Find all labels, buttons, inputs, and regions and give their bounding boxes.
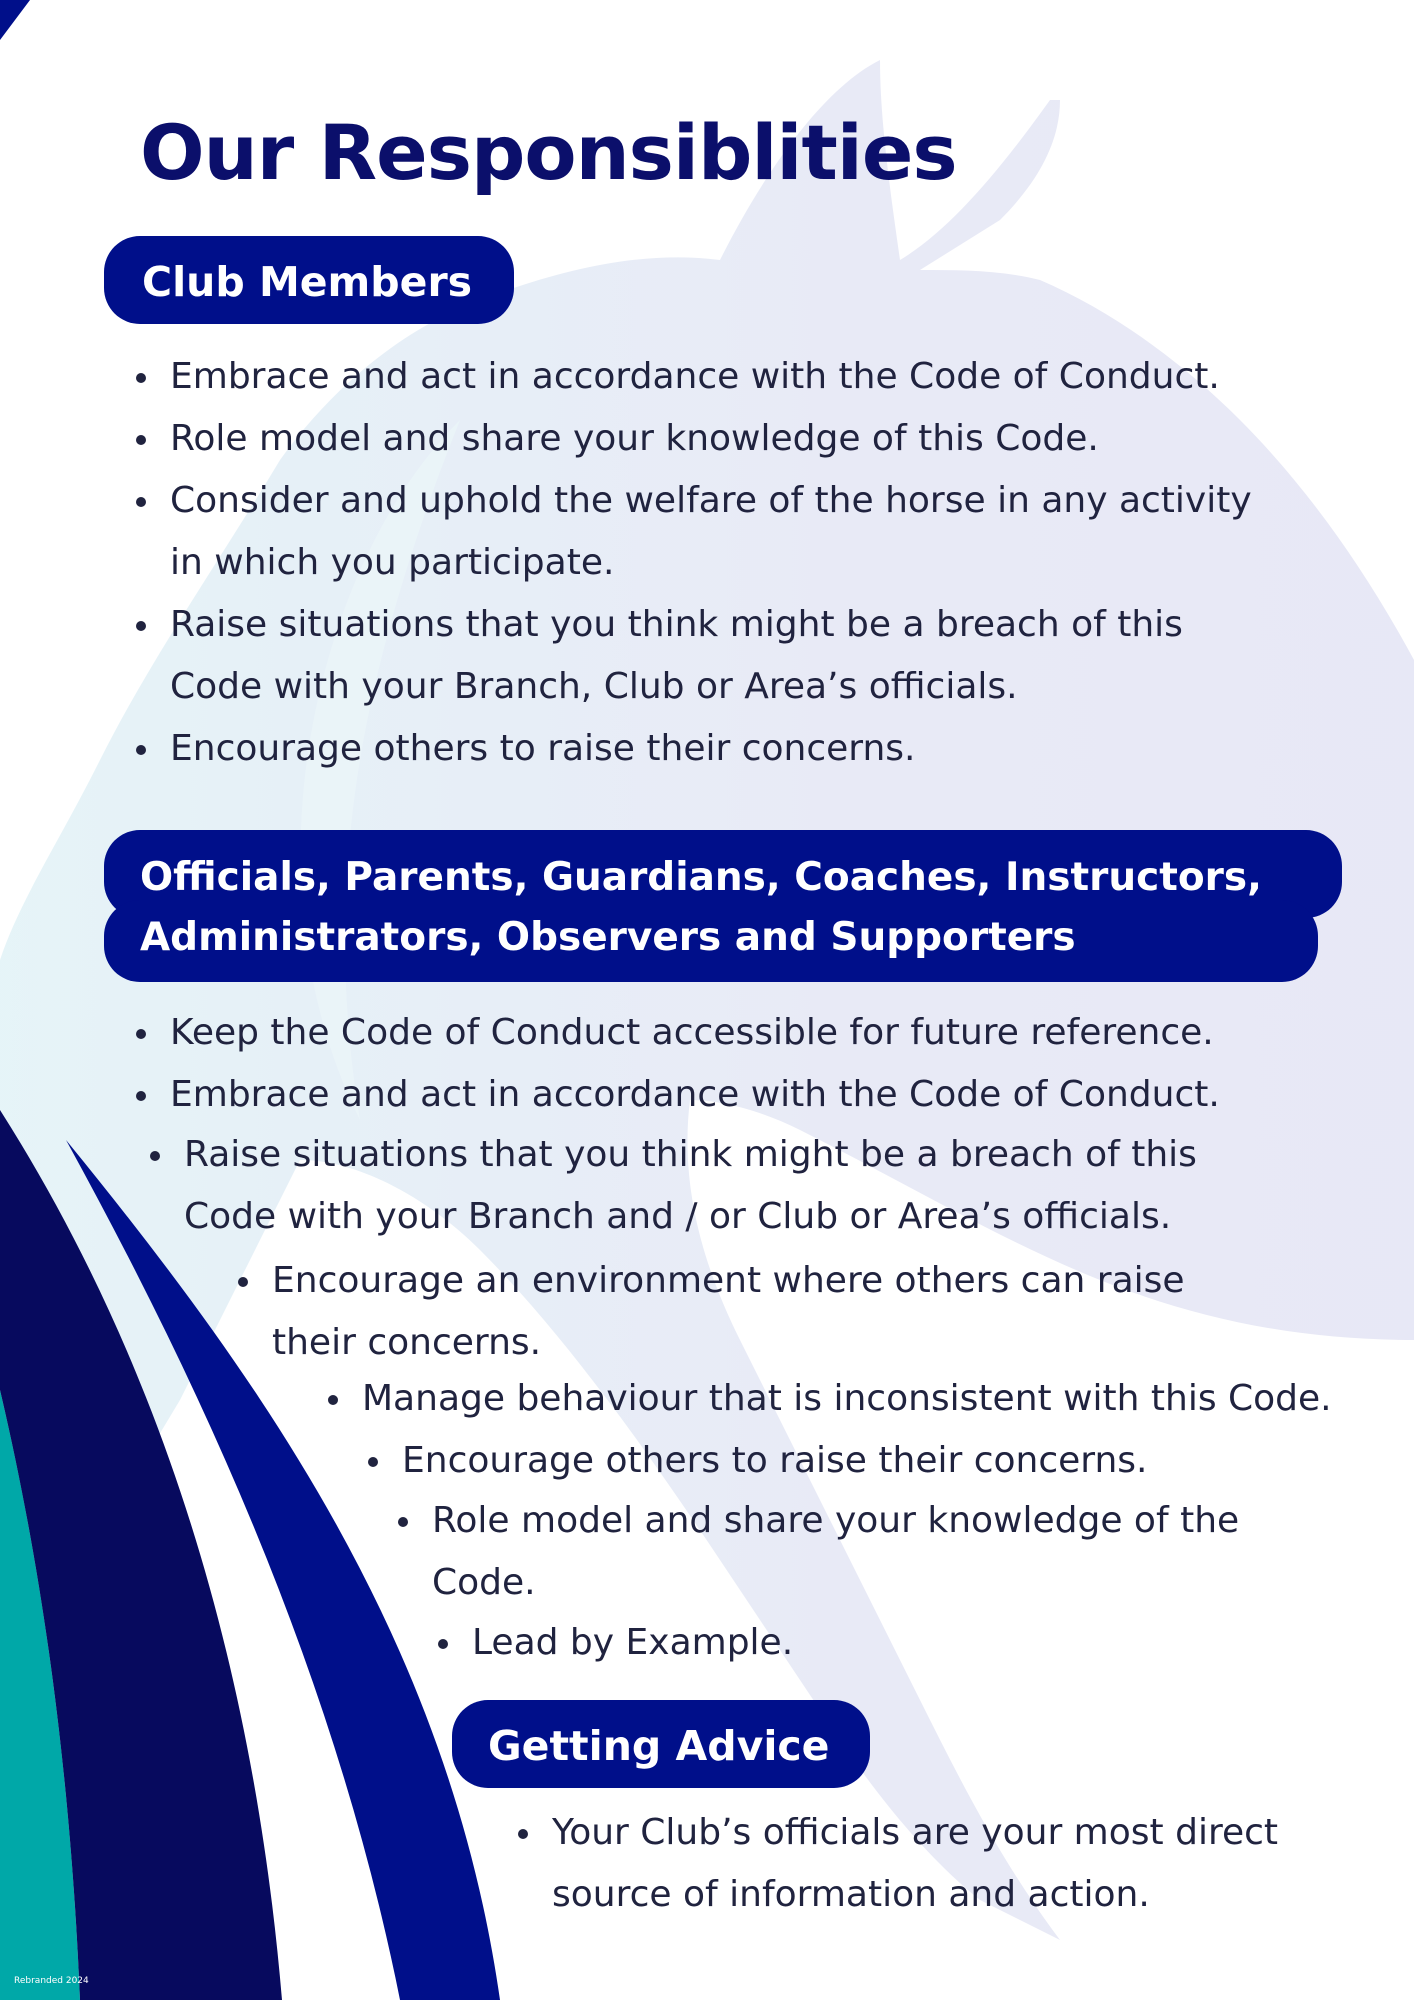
list-item-line: Raise situations that you think might be a breach of this: [170, 604, 1183, 645]
list-item-line: Role model and share your knowledge of this Code.: [170, 418, 1099, 459]
officials-list-group: [396, 1490, 1239, 1614]
list-item: [134, 408, 1252, 470]
list-item: [134, 1064, 1220, 1126]
list-item-line: Encourage an environment where others can raise: [272, 1260, 1185, 1301]
list-item: [134, 718, 1252, 780]
list-item-line: Code with your Branch and / or Club or Area’s officials.: [184, 1196, 1172, 1237]
officials-list-group: [134, 1002, 1214, 1064]
officials-list-group: [326, 1368, 1332, 1430]
list-item-line: in which you participate.: [170, 542, 615, 583]
list-item: [148, 1124, 1197, 1248]
list-item-line: Encourage others to raise their concerns.: [402, 1440, 1148, 1481]
list-item: [326, 1368, 1332, 1430]
list-item-line: Encourage others to raise their concerns.: [170, 728, 916, 769]
list-item: [134, 594, 1252, 718]
list-item: [366, 1430, 1148, 1492]
list-item-line: Consider and uphold the welfare of the horse in any activity: [170, 480, 1252, 521]
page-title: Our Responsiblities: [140, 108, 957, 197]
corner-accent-shape: [0, 0, 30, 40]
list-item: [396, 1490, 1239, 1614]
officials-list-group: [366, 1430, 1148, 1492]
list-item: [134, 346, 1252, 408]
list-item-line: Embrace and act in accordance with the Code of Conduct.: [170, 1074, 1220, 1115]
officials-list-group: [236, 1250, 1185, 1374]
club-members-list: [134, 346, 1252, 780]
rebranded-note: Rebranded 2024: [14, 1976, 89, 1986]
list-item-line: Lead by Example.: [472, 1622, 794, 1663]
list-item-line: source of information and action.: [552, 1874, 1150, 1915]
list-item-line: their concerns.: [272, 1322, 542, 1363]
list-item: [134, 1002, 1214, 1064]
list-item-line: Code with your Branch, Club or Area’s officials.: [170, 666, 1018, 707]
officials-list-group: [436, 1612, 793, 1674]
list-item-line: Raise situations that you think might be a breach of this: [184, 1134, 1197, 1175]
section-heading-club-members: [104, 236, 514, 324]
list-item-line: Role model and share your knowledge of the: [432, 1500, 1240, 1541]
list-item-line: Your Club’s officials are your most direct: [552, 1812, 1279, 1853]
list-item-line: Embrace and act in accordance with the Code of Conduct.: [170, 356, 1220, 397]
list-item: [236, 1250, 1185, 1374]
section-heading-officials: [140, 848, 1340, 968]
list-item-line: Keep the Code of Conduct accessible for future reference.: [170, 1012, 1214, 1053]
list-item-line: Manage behaviour that is inconsistent with this Code.: [362, 1378, 1332, 1419]
list-item: [436, 1612, 793, 1674]
officials-list-group: [148, 1124, 1197, 1248]
officials-list-group: [134, 1064, 1220, 1126]
list-item: [134, 470, 1252, 594]
getting-advice-heading-text: Getting Advice: [488, 1722, 830, 1770]
getting-advice-list: [516, 1802, 1278, 1926]
officials-heading-line-1: Officials, Parents, Guardians, Coaches, Instructors,: [140, 855, 1262, 900]
list-item-line: Code.: [432, 1562, 536, 1603]
list-item: [516, 1802, 1278, 1926]
section-heading-getting-advice: [452, 1700, 870, 1788]
officials-heading-line-2: Administrators, Observers and Supporters: [140, 915, 1076, 960]
club-members-heading-text: Club Members: [142, 258, 473, 306]
